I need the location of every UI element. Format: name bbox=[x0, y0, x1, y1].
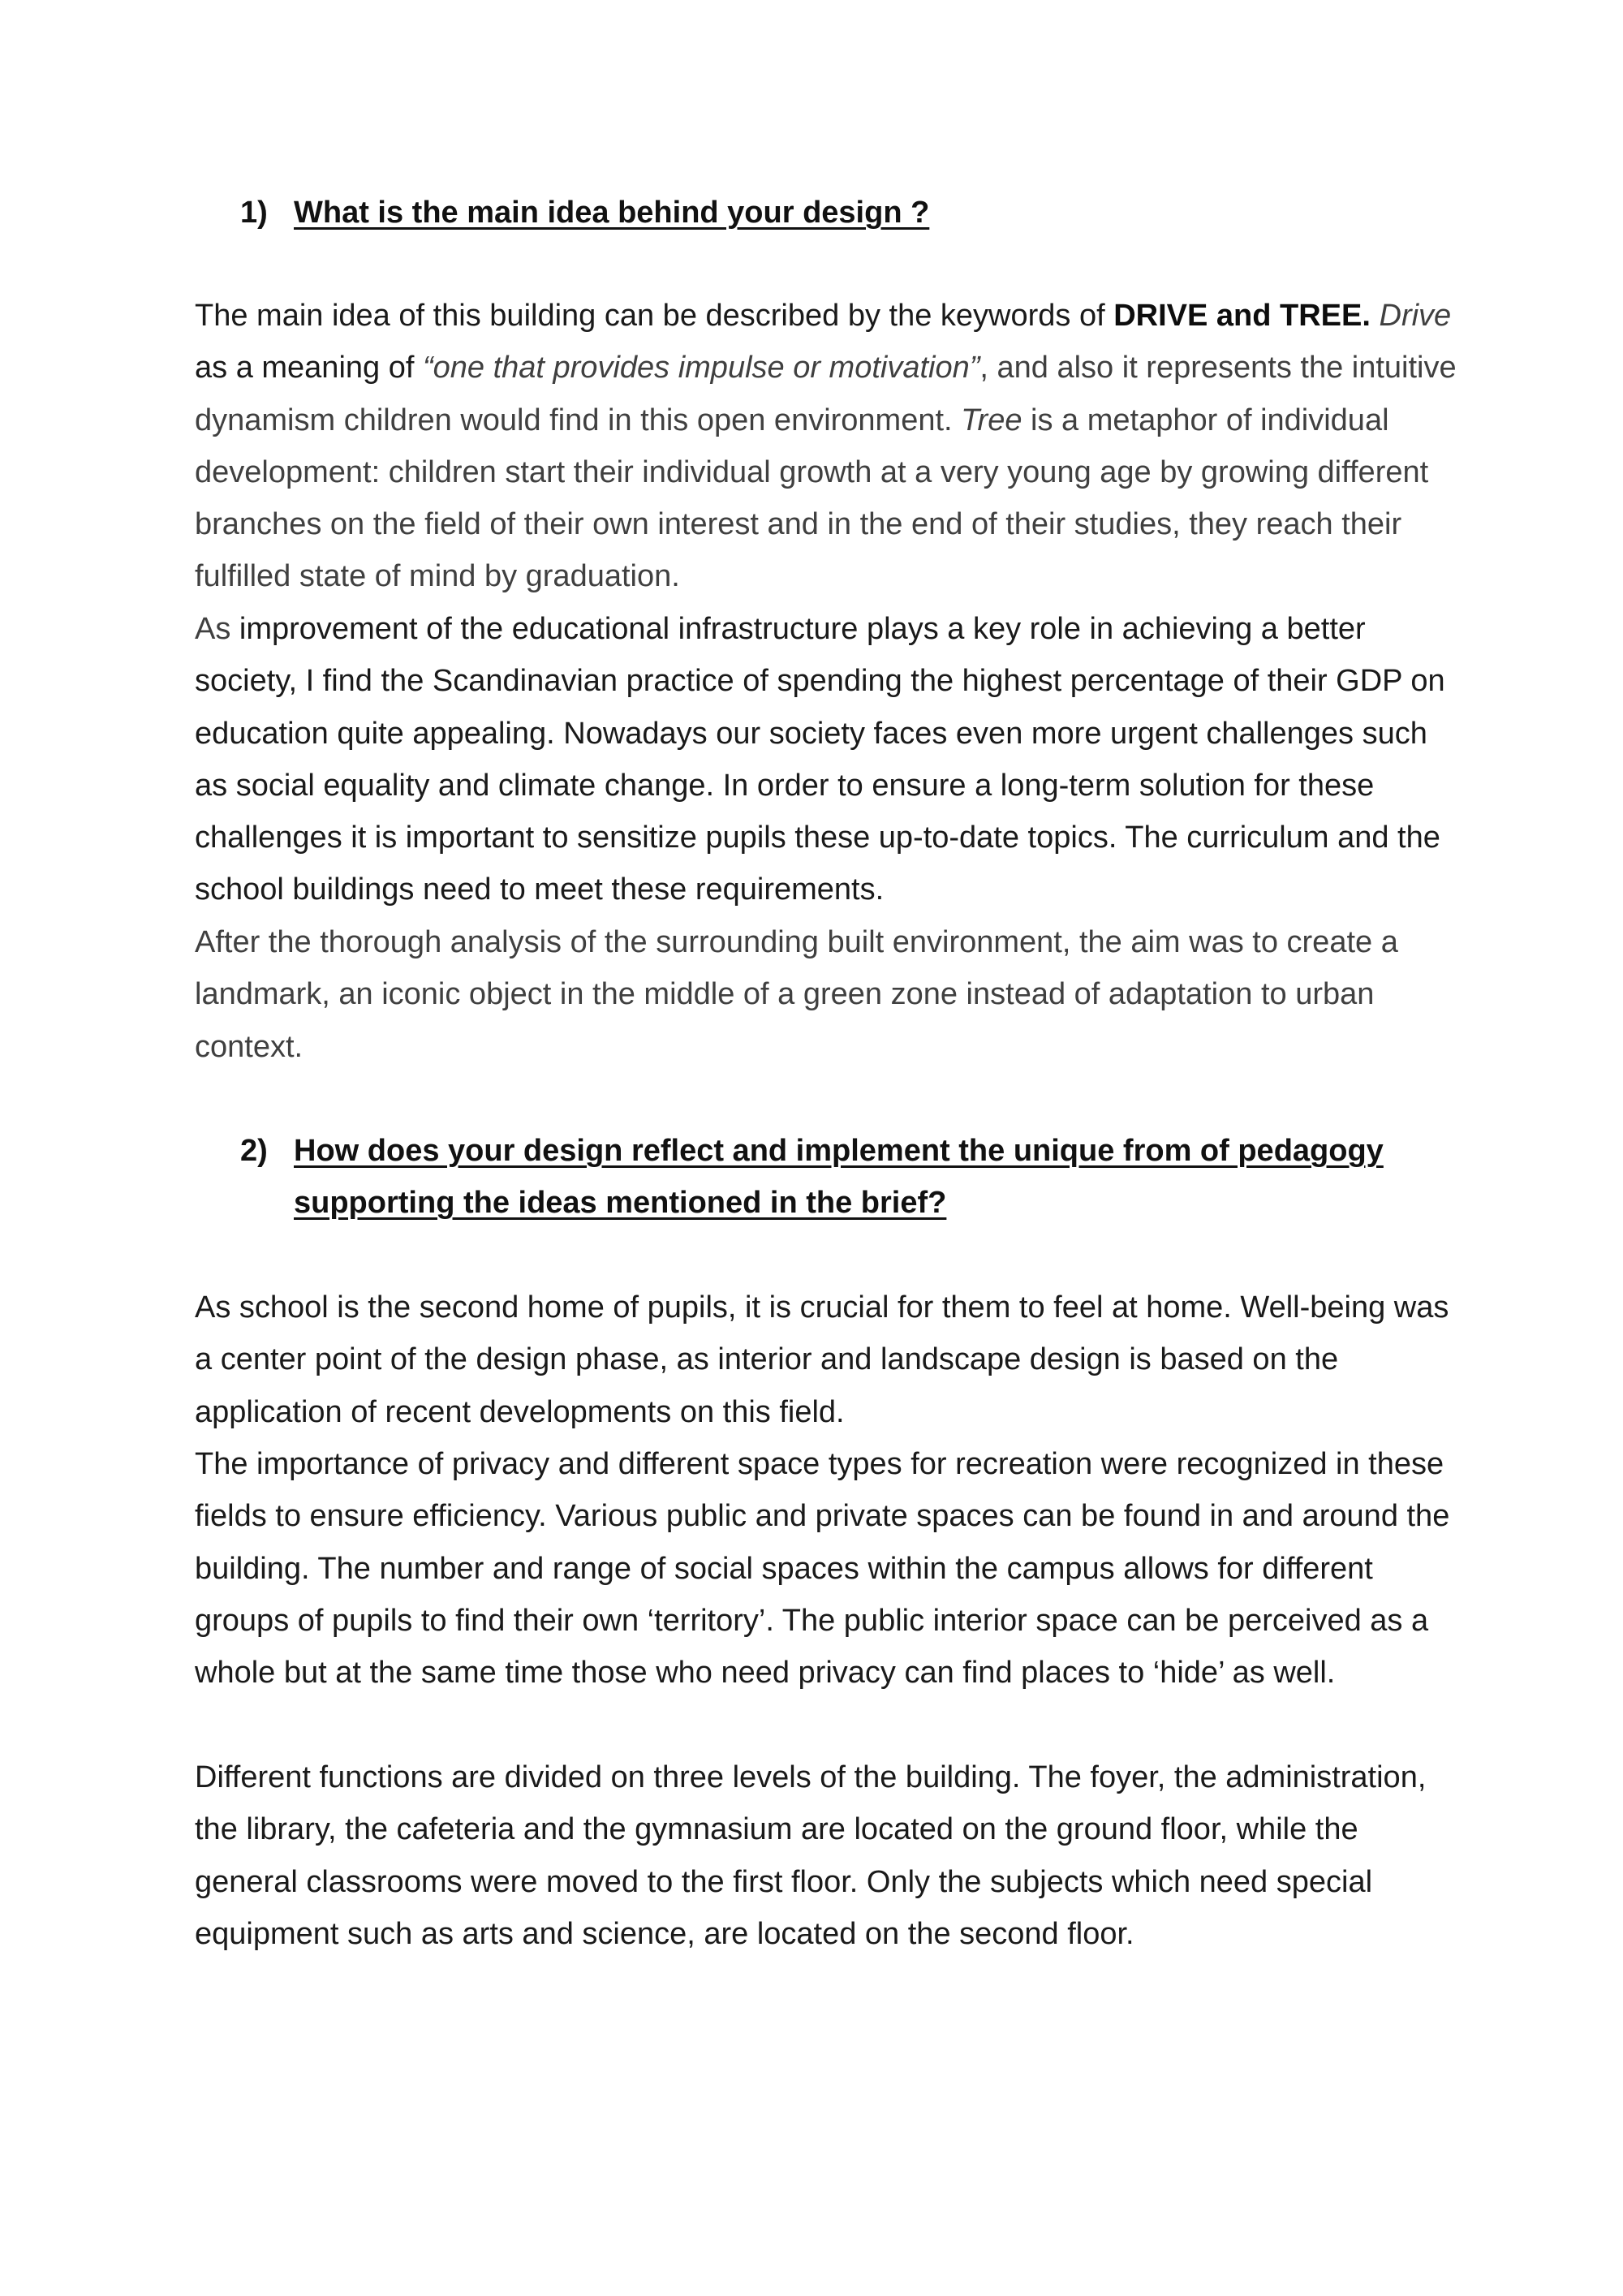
answer-paragraph bbox=[195, 290, 1461, 603]
text-run: is a metaphor of individual development: children start their individual growth at a very young age by growing different branches on the field of their own interest and in the end of their studies, they reach their fulfilled state of mind by graduation. bbox=[195, 403, 1429, 594]
question-number: 2) bbox=[240, 1134, 268, 1168]
keywords-bold: DRIVE and TREE. bbox=[1113, 299, 1371, 333]
drive-italic: Drive bbox=[1379, 299, 1452, 333]
text-run: The main idea of this building can be described by the keywords of bbox=[195, 299, 1114, 333]
question-text: How does your design reflect and implement the unique from of pedagogy supporting the ideas mentioned in the brief? bbox=[294, 1134, 1384, 1220]
question-number: 1) bbox=[240, 196, 268, 230]
answer-paragraph: The importance of privacy and different space types for recreation were recognized in these fields to ensure efficiency. Various public and private spaces can be found in and around the building. The number and range of social spaces within the campus allows for different groups of pupils to find their own ‘territory’. The public interior space can be perceived as a whole but at the same time those who need privacy can find places to ‘hide’ as well. bbox=[195, 1447, 1450, 1691]
text-run: , and also it represents the intuitive dynamism children would find in this open environment. bbox=[195, 351, 1457, 437]
text-run: improvement of the educational infrastructure plays a key role in achieving a better society, I find the Scandinavian practice of spending the highest percentage of their GDP on education quite appealing. Nowadays our society faces even more urgent challenges such as social equality and climate change. In order to ensure a long-term solution for these challenges it is important to sensitize pupils these up-to-date topics. The curriculum and the school buildings need to meet these requirements. bbox=[195, 612, 1445, 907]
answer-paragraph bbox=[195, 603, 1461, 916]
answer-paragraph: As school is the second home of pupils, it is crucial for them to feel at home. Well-being was a center point of the design phase, as interior and landscape design is based on the application of recent developments on this field. bbox=[195, 1290, 1449, 1429]
answer-paragraph: After the thorough analysis of the surrounding built environment, the aim was to create a landmark, an iconic object in the middle of a green zone instead of adaptation to urban context. bbox=[195, 925, 1398, 1064]
tree-italic: Tree bbox=[961, 403, 1022, 437]
answer-paragraph: Different functions are divided on three levels of the building. The foyer, the administration, the library, the cafeteria and the gymnasium are located on the ground floor, while the general classrooms were moved to the first floor. Only the subjects which need special equipment such as arts and science, are located on the second floor. bbox=[195, 1760, 1427, 1951]
question-text: What is the main idea behind your design ? bbox=[294, 196, 930, 230]
quote-italic: “one that provides impulse or motivation” bbox=[422, 351, 980, 386]
question-heading-1 bbox=[240, 187, 1268, 239]
text-run: as a meaning of bbox=[195, 351, 423, 386]
text-run: As bbox=[195, 612, 231, 646]
text-run bbox=[1371, 299, 1380, 333]
question-heading-2 bbox=[240, 1125, 1462, 1229]
